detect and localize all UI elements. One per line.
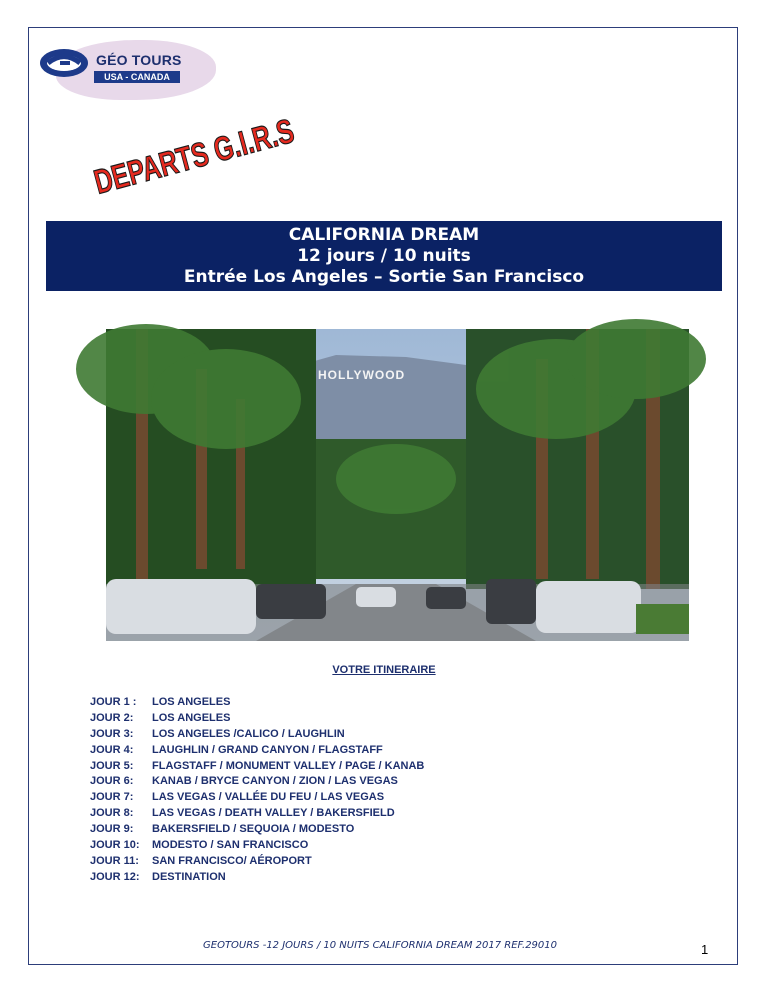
itinerary-item	[90, 870, 424, 886]
itinerary-item	[90, 822, 424, 838]
itinerary-list	[90, 695, 424, 886]
itinerary-item	[90, 695, 424, 711]
tour-duration: 12 jours / 10 nuits	[297, 246, 471, 266]
day-label: JOUR 2:	[90, 711, 134, 724]
day-route: LAS VEGAS / VALLÉE DU FEU / LAS VEGAS	[152, 791, 385, 804]
day-route: BAKERSFIELD / SEQUOIA / MODESTO	[152, 823, 355, 836]
itinerary-heading: VOTRE ITINERAIRE	[332, 664, 436, 676]
itinerary-item	[90, 790, 424, 806]
tour-route: Entrée Los Angeles – Sortie San Francisco	[183, 267, 585, 287]
page-footer: GEOTOURS -12 JOURS / 10 NUITS CALIFORNIA DREAM 2017 REF.29010	[203, 940, 557, 951]
day-label: JOUR 10:	[90, 839, 140, 852]
day-route: LAUGHLIN / GRAND CANYON / FLAGSTAFF	[152, 743, 383, 756]
title-banner	[46, 221, 722, 291]
itinerary-item	[90, 806, 424, 822]
itinerary-item	[90, 854, 424, 870]
hollywood-street-photo	[106, 329, 689, 641]
day-route: LOS ANGELES /CALICO / LAUGHLIN	[152, 727, 345, 740]
day-label: JOUR 1 :	[90, 696, 137, 708]
logo-mark-icon	[38, 46, 94, 80]
itinerary-item	[90, 774, 424, 790]
day-label: JOUR 12:	[90, 870, 140, 883]
hollywood-sign: HOLLYWOOD	[318, 368, 406, 382]
itinerary-item	[90, 711, 424, 727]
day-route: LOS ANGELES	[152, 696, 231, 708]
day-route: FLAGSTAFF / MONUMENT VALLEY / PAGE / KANAB	[152, 759, 425, 772]
itinerary-item	[90, 743, 424, 759]
day-route: MODESTO / SAN FRANCISCO	[152, 839, 309, 852]
day-label: JOUR 5:	[90, 759, 134, 772]
itinerary-item	[90, 727, 424, 743]
tour-title: CALIFORNIA DREAM	[288, 225, 480, 245]
day-label: JOUR 6:	[90, 775, 134, 788]
day-route: SAN FRANCISCO/ AÉROPORT	[152, 854, 312, 867]
day-route: DESTINATION	[152, 870, 226, 883]
day-label: JOUR 9:	[90, 823, 134, 836]
itinerary-item	[90, 838, 424, 854]
day-label: JOUR 3:	[90, 727, 134, 740]
day-label: JOUR 11:	[90, 854, 139, 867]
itinerary-item	[90, 759, 424, 775]
page-number: 1	[701, 942, 709, 957]
day-route: KANAB / BRYCE CANYON / ZION / LAS VEGAS	[152, 775, 398, 788]
departs-girs-stamp	[90, 92, 372, 208]
day-label: JOUR 7:	[90, 791, 134, 804]
geo-tours-logo	[36, 40, 196, 102]
logo-subtitle: USA - CANADA	[94, 71, 180, 83]
day-route: LOS ANGELES	[152, 711, 231, 724]
day-label: JOUR 4:	[90, 743, 134, 756]
logo-name: GÉO TOURS	[96, 52, 182, 68]
day-route: LAS VEGAS / DEATH VALLEY / BAKERSFIELD	[152, 807, 395, 820]
day-label: JOUR 8:	[90, 807, 134, 820]
departs-girs-text: DEPARTS G.I.R.S	[90, 92, 372, 202]
